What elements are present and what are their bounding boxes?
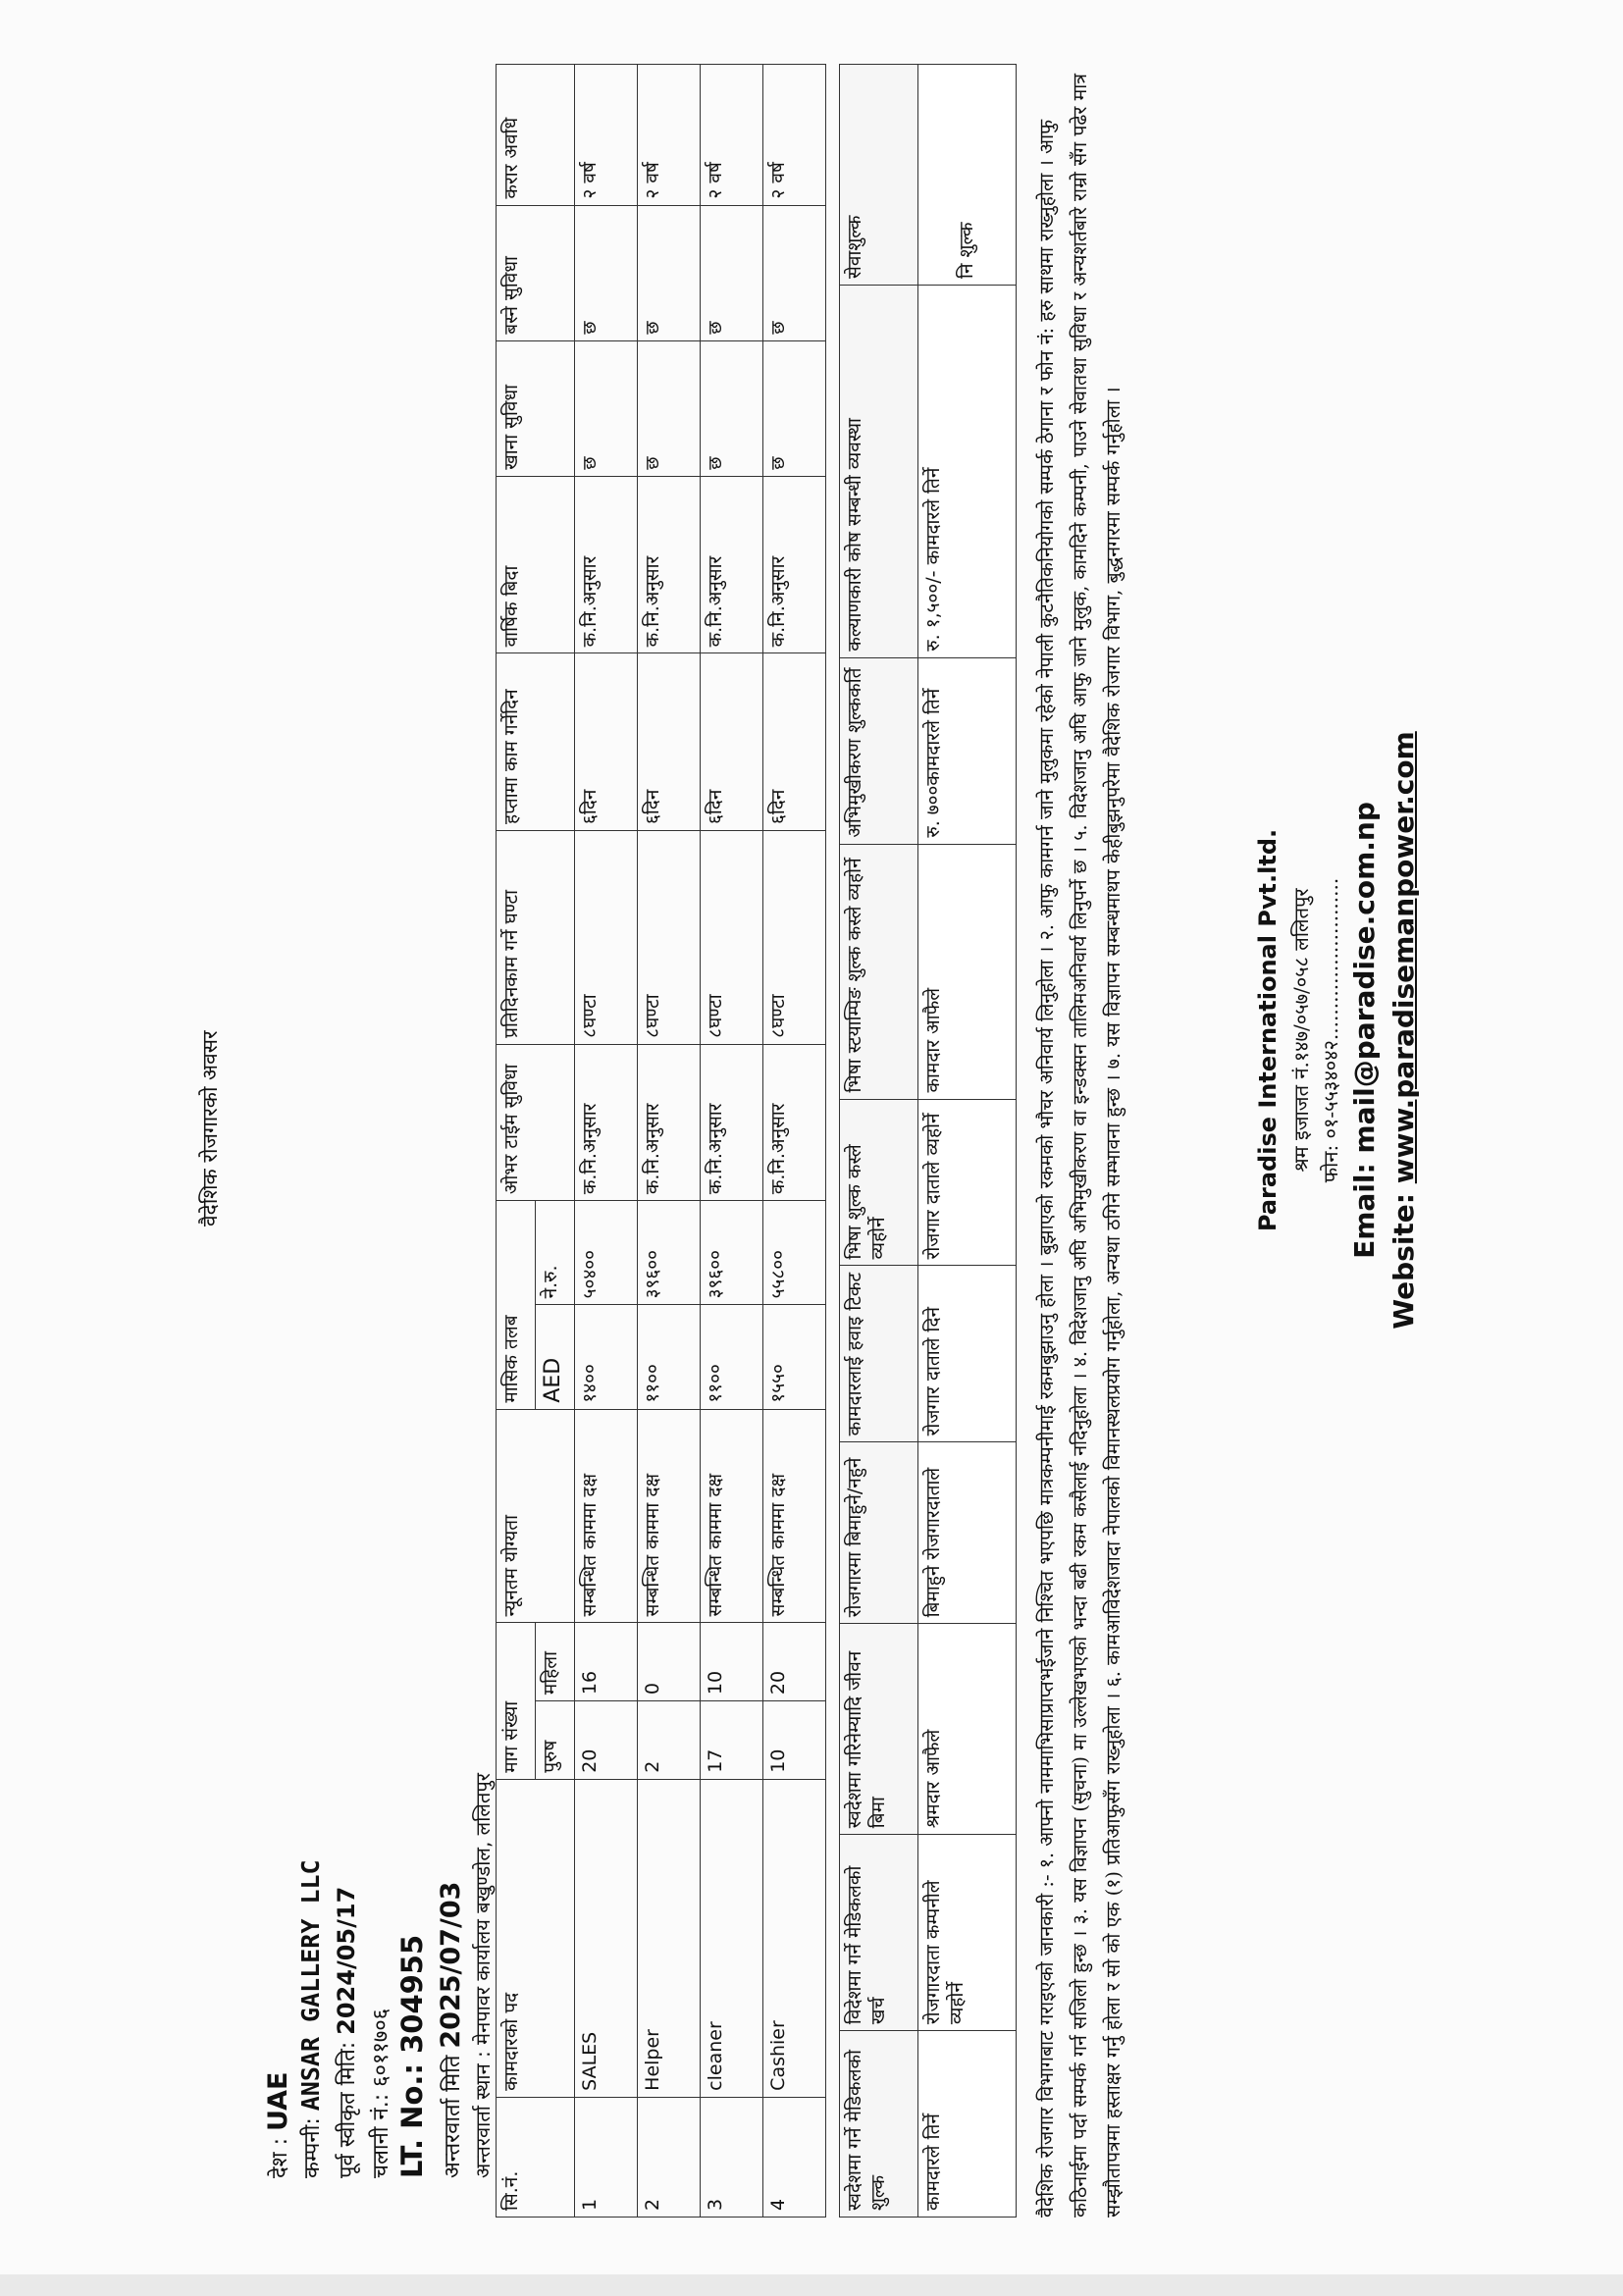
row-food: छ <box>575 340 638 476</box>
row-female: 0 <box>638 1623 701 1701</box>
row-leave: क.नि.अनुसार <box>763 476 826 653</box>
row-accommodation: छ <box>575 205 638 340</box>
header-annual-leave: वार्षिक बिदा <box>497 476 575 653</box>
fee-header-visa-fee: भिषा शुल्क कस्ले व्यहोर्ने <box>840 1099 918 1266</box>
email-label: Email: <box>1348 1163 1381 1259</box>
agency-phone: फोन: ०१-५५३४०४२.......................... <box>1319 877 1342 1183</box>
company-label: कम्पनी: <box>300 2117 325 2178</box>
jobs-table <box>496 64 826 2218</box>
row-npr: ५०४०० <box>575 1201 638 1305</box>
row-contract: २ वर्ष <box>763 65 826 206</box>
fee-welfare-fund: रु. १,५००/- कामदारले तिर्ने <box>918 285 1017 657</box>
row-npr: ५५८०० <box>763 1201 826 1305</box>
table-row <box>763 65 826 2218</box>
fee-air-ticket: रोजगार दाताले दिने <box>918 1266 1017 1442</box>
agency-website-line <box>1387 638 1420 1423</box>
table-row <box>701 65 763 2218</box>
country-line <box>263 2072 293 2179</box>
row-aed: ११०० <box>638 1305 701 1409</box>
header-food: खाना सुविधा <box>497 340 575 476</box>
agency-license: श्रम इजाजत नं.१४७/०५७/०५८ ललितपुर <box>1289 888 1313 1173</box>
row-overtime: क.नि.अनुसार <box>575 1044 638 1200</box>
fee-header-row <box>840 65 918 2218</box>
header-demand: माग संख्या <box>497 1623 536 1779</box>
row-contract: २ वर्ष <box>701 65 763 206</box>
website-label: Website: <box>1387 1193 1420 1330</box>
scan-bottom-edge <box>0 2274 1623 2296</box>
row-sn: 3 <box>701 2097 763 2217</box>
row-post: Helper <box>638 1779 701 2097</box>
header-aed: AED <box>536 1305 575 1409</box>
row-post: cleaner <box>701 1779 763 2097</box>
fee-header-medical-abroad: विदेशमा गर्ने मेडिकलको खर्च <box>840 1835 918 2031</box>
dispatch-no: ६०११७०६ <box>369 2008 393 2087</box>
lt-label: LT. No.: <box>395 2063 429 2178</box>
approval-label: पूर्व स्वीकृत मिति: <box>336 2041 360 2178</box>
interview-place-label: अन्तरवार्ता स्थान : <box>471 2051 495 2178</box>
header-daily-hours: प्रतिदिनकाम गर्ने घण्टा <box>497 831 575 1045</box>
row-female: 10 <box>701 1623 763 1701</box>
interview-date-line <box>436 1882 466 2178</box>
row-days: ६दिन <box>638 653 701 831</box>
row-post: Cashier <box>763 1779 826 2097</box>
row-sn: 2 <box>638 2097 701 2217</box>
approval-line <box>332 1887 361 2178</box>
country-label: देश : <box>268 2137 292 2178</box>
row-overtime: क.नि.अनुसार <box>701 1044 763 1200</box>
row-days: ६दिन <box>575 653 638 831</box>
row-female: 16 <box>575 1623 638 1701</box>
row-contract: २ वर्ष <box>638 65 701 206</box>
row-days: ६दिन <box>763 653 826 831</box>
row-male: 10 <box>763 1701 826 1780</box>
row-qualification: सम्बन्धित काममा दक्ष <box>638 1409 701 1623</box>
fee-header-service-charge: सेवाशुल्क <box>840 65 918 286</box>
header-accommodation: बस्ने सुविधा <box>497 205 575 340</box>
row-sn: 4 <box>763 2097 826 2217</box>
fee-medical-home: कामदारले तिर्ने <box>918 2031 1017 2218</box>
fee-visa-stamping: कामदार आफैले <box>918 844 1017 1099</box>
row-accommodation: छ <box>763 205 826 340</box>
row-hours: ८घण्टा <box>701 831 763 1045</box>
row-qualification: सम्बन्धित काममा दक्ष <box>701 1409 763 1623</box>
row-qualification: सम्बन्धित काममा दक्ष <box>575 1409 638 1623</box>
row-leave: क.नि.अनुसार <box>575 476 638 653</box>
lt-line <box>395 1935 429 2178</box>
agency-email-line <box>1348 638 1381 1423</box>
notice-title: वैदेशिक रोजगारको अवसर <box>198 1030 222 1226</box>
company-line <box>296 1859 326 2178</box>
fee-header-welfare-fund: कल्याणकारी कोष सम्बन्धी व्यवस्था <box>840 285 918 657</box>
header-qualification: न्यूनतम योग्यता <box>497 1409 575 1623</box>
row-aed: १५५० <box>763 1305 826 1409</box>
row-sn: 1 <box>575 2097 638 2217</box>
row-qualification: सम्बन्धित काममा दक्ष <box>763 1409 826 1623</box>
row-food: छ <box>638 340 701 476</box>
fee-header-visa-stamping: भिषा स्टयाम्पिङ शुल्क कस्ले व्यहोर्ने <box>840 844 918 1099</box>
country-value: UAE <box>263 2071 293 2131</box>
header-sn: सि.नं. <box>497 2097 575 2217</box>
fee-header-orientation: अभिमुखीकरण शुल्ककर्ति <box>840 657 918 844</box>
fee-visa-fee: रोजगार दाताले व्यहोर्ने <box>918 1099 1017 1266</box>
row-accommodation: छ <box>638 205 701 340</box>
header-weekly-days: हप्तामा काम गर्नेदिन <box>497 653 575 831</box>
row-contract: २ वर्ष <box>575 65 638 206</box>
row-male: 20 <box>575 1701 638 1780</box>
row-aed: ११०० <box>701 1305 763 1409</box>
header-post: कामदारको पद <box>497 1779 575 2097</box>
fee-medical-abroad: रोजगारदाता कम्पनीले व्यहोर्ने <box>918 1835 1017 2031</box>
header-female: महिला <box>536 1623 575 1701</box>
fee-header-life-insurance: स्वदेशमा गरिनेम्यादि जीवन बिमा <box>840 1624 918 1835</box>
fee-header-employment-insurance: रोजगारमा बिमाहुने/नहुने <box>840 1442 918 1624</box>
row-male: 2 <box>638 1701 701 1780</box>
header-male: पुरुष <box>536 1701 575 1780</box>
lt-number: 304955 <box>395 1934 429 2054</box>
interview-date-label: अन्तरवार्ता मिति <box>441 2055 465 2178</box>
fee-orientation: रु. ७००कामदारले तिर्ने <box>918 657 1017 844</box>
row-aed: १४०० <box>575 1305 638 1409</box>
approval-date: 2024/05/17 <box>333 1886 360 2035</box>
header-npr: ने.रु. <box>536 1201 575 1305</box>
row-food: छ <box>701 340 763 476</box>
row-female: 20 <box>763 1623 826 1701</box>
row-hours: ८घण्टा <box>638 831 701 1045</box>
agency-name: Paradise International Pvt.ltd. <box>1254 828 1282 1232</box>
government-notice: वैदेशिक रोजगार विभागबाट गराइएको जानकारी :- १. आफ्नो नाममाभिसाप्राप्तभईजाने निश्चित भएपछि मात्रकम्पनीमाई रकमबुझाउनु होला । बुझाएको रकमको भौचर अनिवार्य लिनुहोला । २. आफु कामगर्न जाने मुलुकमा रहेको नेपाली कुटनैतिकनियोगको सम्पर्क ठेगाना र फोन नं: हरु साथमा राख्नुहोला । आफु कठिनाईमा पर्दा सम्पर्क गर्न सजिलो हुन्छ । ३. यस विज्ञापन (सुचना) मा उल्लेखभएको भन्दा बढी रकम कसैलाई नदिनुहोला । ४. विदेशजानु अघि अभिमुखीकरण वा इन्डक्सन तालिमअनिवार्य लिनुपर्ने छ । ५. विदेशजानु अघि आफु जाने मुलुक, कामदिने कम्पनी, पाउने सेवातथा सुविधा र अन्यशर्तबारे राम्रो सँग पढेर मात्र सम्झौतापत्रमा हस्ताक्षर गर्नु होला र सो को एक (१) प्रतिआफुसँग राख्नुहोला । ६. कामआविदेशजादा नेपालको विमानस्थलप्रयोग गर्नुहोला, अन्यथा ठगिने सम्भावना हुन्छ । ७. यस विज्ञापन सम्बन्धमाथप केहीबुझनुपरेमा वैदेशिक रोजगार विभाग, बुद्धनगरमा सम्पर्क गर्नुहोला । <box>1035 73 1126 2218</box>
header-contract: करार अवधि <box>497 65 575 206</box>
row-npr: ३९६०० <box>701 1201 763 1305</box>
fee-table <box>839 64 1017 2218</box>
row-leave: क.नि.अनुसार <box>701 476 763 653</box>
row-overtime: क.नि.अनुसार <box>763 1044 826 1200</box>
row-accommodation: छ <box>701 205 763 340</box>
row-hours: ८घण्टा <box>575 831 638 1045</box>
website-link[interactable]: www.paradisemanpower.com <box>1387 731 1420 1184</box>
row-leave: क.नि.अनुसार <box>638 476 701 653</box>
company-name: ANSAR GALLERY LLC <box>296 1859 325 2112</box>
fee-header-air-ticket: कामदारलाई हवाइ टिकट <box>840 1266 918 1442</box>
dispatch-label: चलानी नं.: <box>369 2093 393 2178</box>
fee-life-insurance: श्रमदार आफैले <box>918 1624 1017 1835</box>
row-hours: ८घण्टा <box>763 831 826 1045</box>
interview-date: 2025/07/03 <box>436 1881 466 2049</box>
fee-value-row <box>918 65 1017 2218</box>
row-days: ६दिन <box>701 653 763 831</box>
interview-place-line <box>469 1773 496 2178</box>
table-row <box>638 65 701 2218</box>
email-link[interactable]: mail@paradise.com.np <box>1348 802 1381 1154</box>
header-salary: मासिक तलब <box>497 1201 536 1409</box>
interview-place: मेनपावर कार्यालय बखुण्डोल, ललितपुर <box>471 1773 495 2045</box>
row-food: छ <box>763 340 826 476</box>
row-npr: ३९६०० <box>638 1201 701 1305</box>
header-overtime: ओभर टाईम सुविधा <box>497 1044 575 1200</box>
dispatch-line <box>365 2009 394 2178</box>
row-post: SALES <box>575 1779 638 2097</box>
row-overtime: क.नि.अनुसार <box>638 1044 701 1200</box>
fee-header-medical-home: स्वदेशमा गर्ने मेडिकलको शुल्क <box>840 2031 918 2218</box>
fee-employment-insurance: बिमाहुने रोजगारदाताले <box>918 1442 1017 1624</box>
table-row <box>575 65 638 2218</box>
row-male: 17 <box>701 1701 763 1780</box>
fee-service-charge: नि शुल्क <box>918 65 1017 286</box>
